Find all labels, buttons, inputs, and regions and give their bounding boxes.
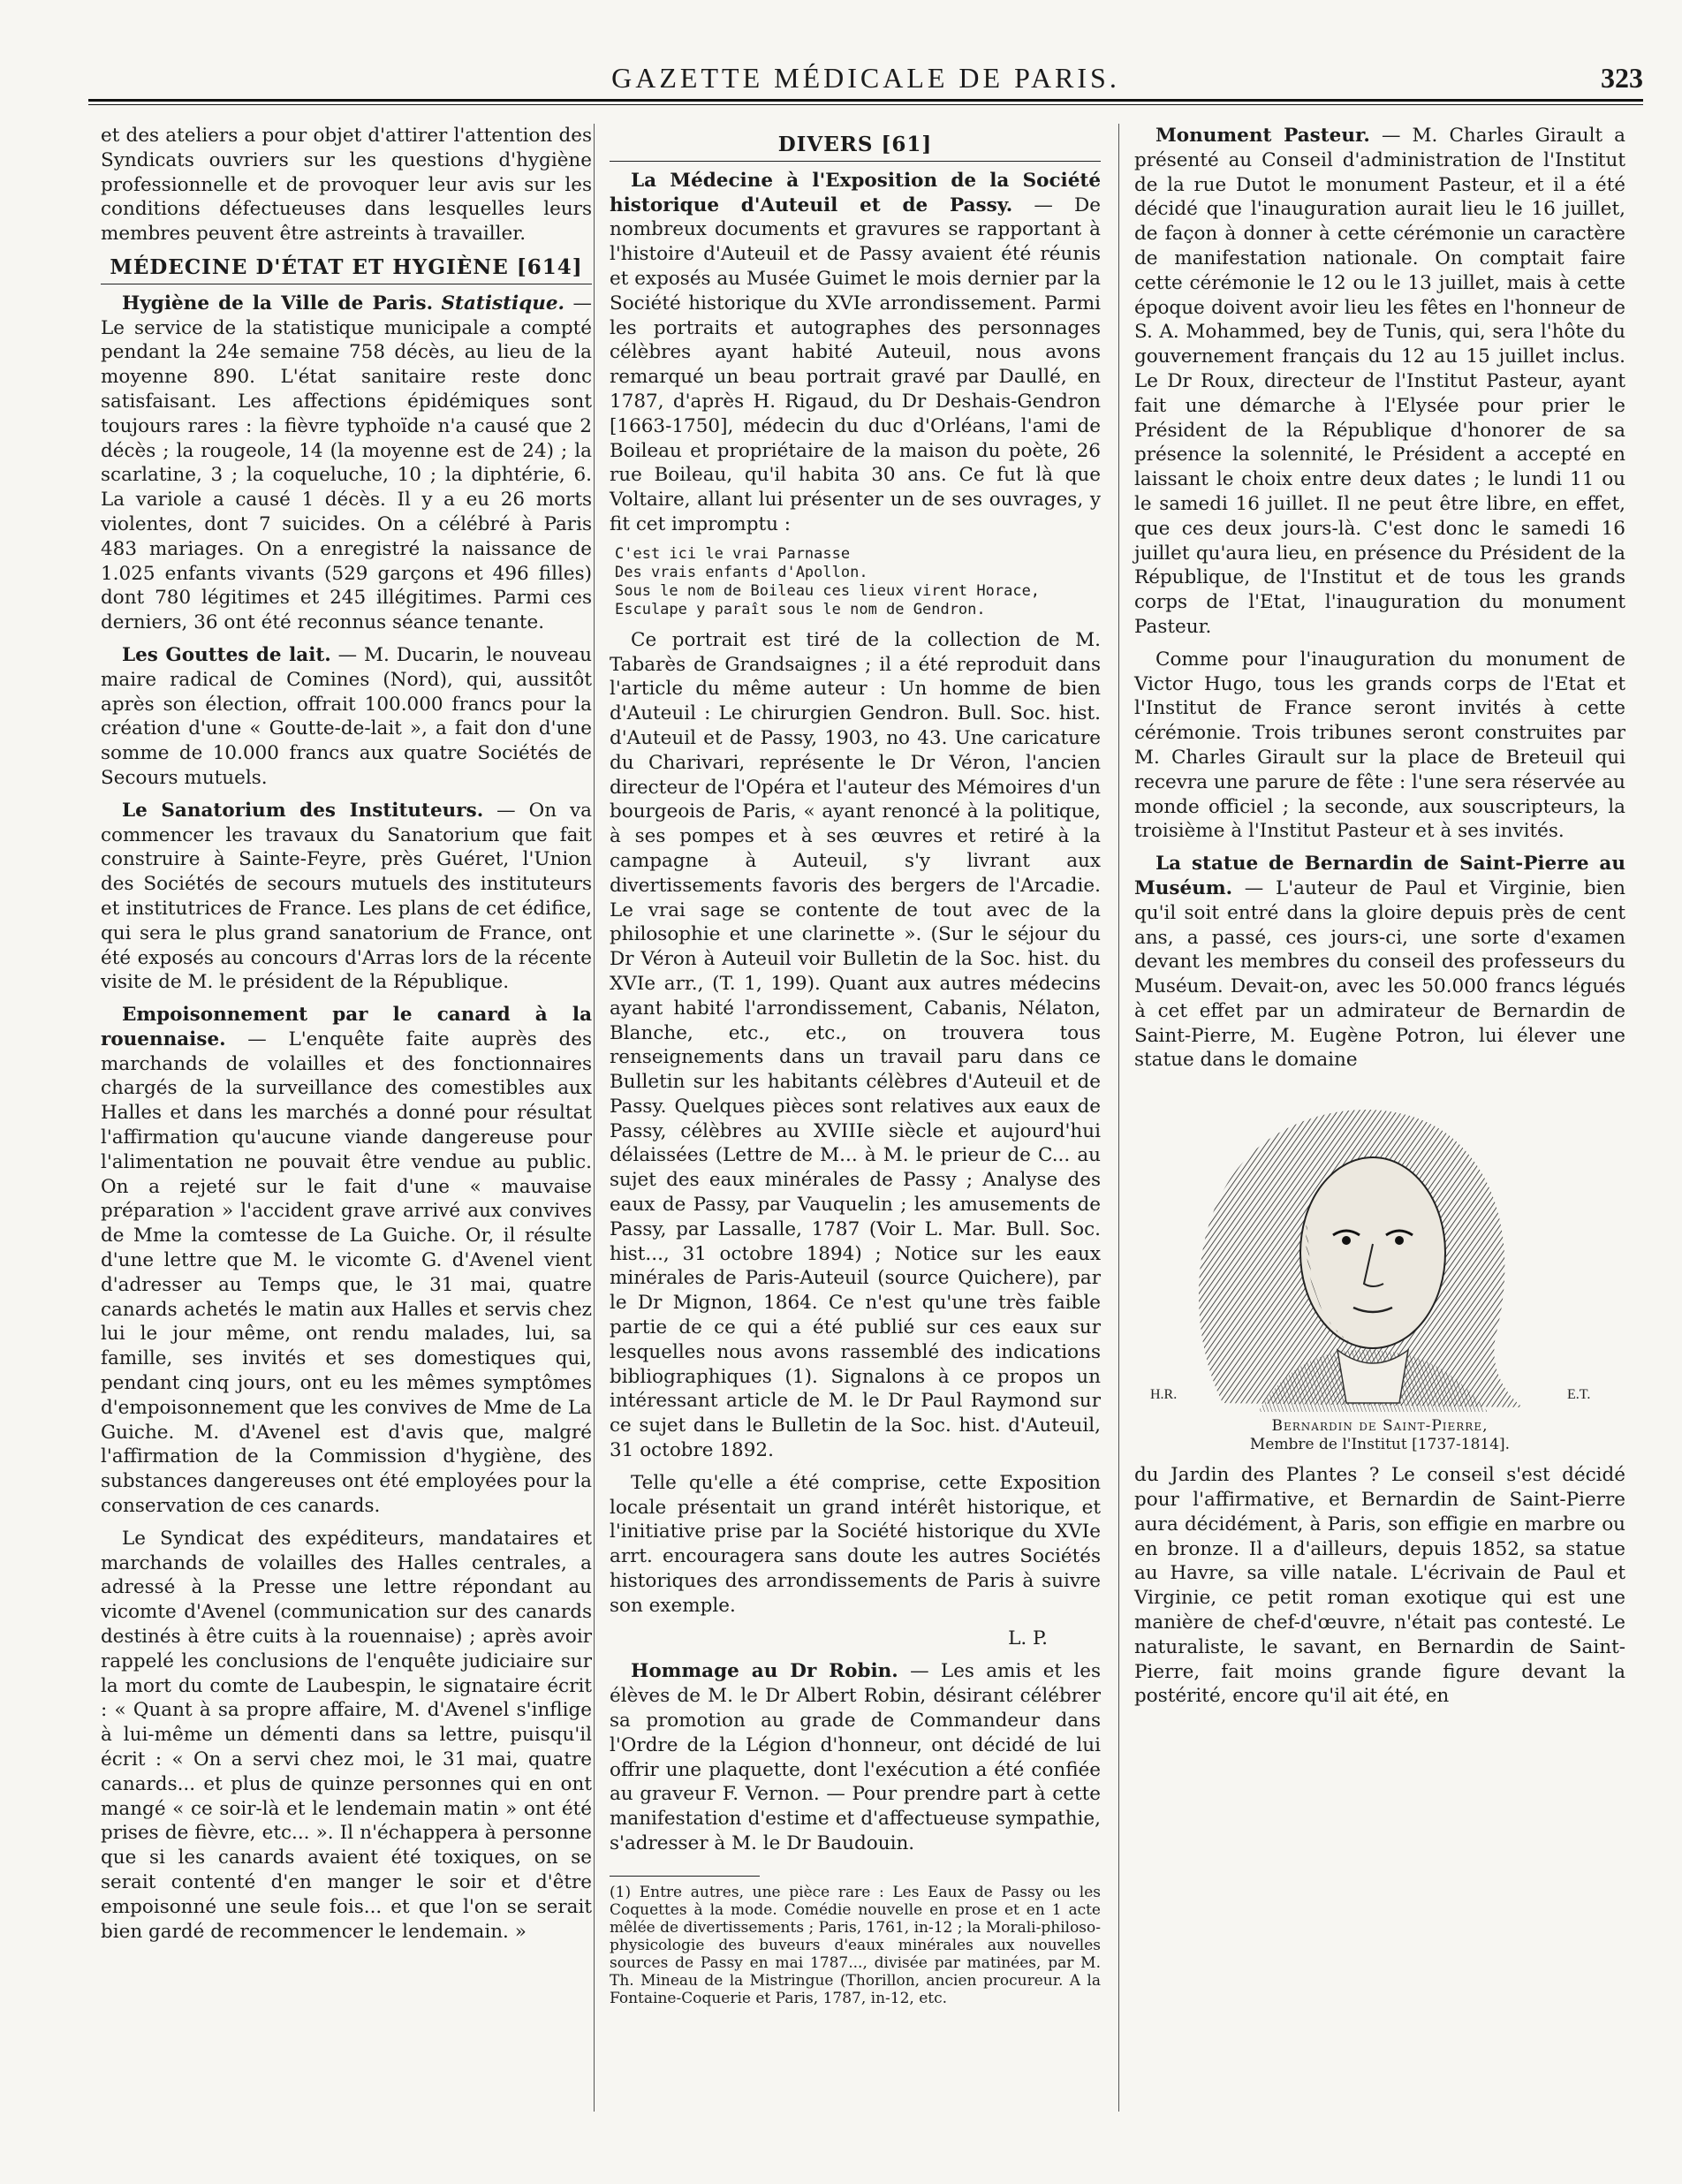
article-body: — Les amis et les élèves de M. le Dr Albert Robin, désirant célébrer sa promotion au grade de Commandeur dans l'Ordre de la Légion d'honneur, ont décidé de lui offrir une plaquette, dont l'exécution a été confiée au graveur F. Vernon. — Pour prendre part à cette manifestation d'estime et d'affectueuse sympathie, s'adresser à M. le Dr Baudouin. [610,1660,1102,1854]
column-separator [594,124,595,2112]
portrait-caption [1134,1417,1625,1454]
article-title: Empoisonnement par le canard à la rouennaise. [101,1004,592,1050]
article-empoisonnement [101,1003,592,1519]
svg-text:E.T.: E.T. [1567,1387,1591,1403]
article-pasteur [1134,124,1625,640]
article-robin [610,1659,1101,1855]
header-rule-thin [88,104,1643,105]
page-number: 323 [1601,62,1643,94]
article-title: Hommage au Dr Robin. [631,1660,898,1683]
article-body: — L'auteur de Paul et Virginie, bien qu'il soit entré dans la gloire depuis près de cent ans, a passé, ces jours-ci, une sorte d'examen devant les membres du conseil des professeurs du Muséum. Devait-on, avec les 50.000 francs légués à cet effet par un admirateur de Bernardin de Saint-Pierre, M. Eugène Potron, lui élever une statue dans le domaine [1134,876,1626,1072]
paragraph: Telle qu'elle a été comprise, cette Exposition locale présentait un grand intérêt historique, et l'initiative prise par la Société historique du XVIe arrt. encouragera sans doute les autres Sociétés historiques des arrondissements de Paris à suivre son exemple. [610,1471,1101,1617]
article-hygiene [101,292,592,635]
article-gouttes [101,643,592,791]
footnote: (1) Entre autres, une pièce rare : Les Eaux de Passy ou les Coquettes à la mode. Comédie nouvelle en prose et en 1 acte mêlée de divertissements ; Paris, 1761, in-12 ; la Morali-philoso-physicologie des buveurs d'eaux minérales aux nouvelles sources de Passy en mai 1787..., divisée par matinées, par M. Th. Mineau de la Mistringue (Thorillon, ancien procureur. A la Fontaine-Coquerie et Paris, 1787, in-12, etc. [610,1883,1102,2007]
header-rule [88,99,1643,102]
paragraph: Ce portrait est tiré de la collection de M. Tabarès de Grandsaignes ; il a été reproduit dans l'article du même auteur : Un homme de bien d'Auteuil : Le chirurgien Gendron. Bull. Soc. hist. d'Auteuil et de Passy, 1903, no 43. Une caricature du Charivari, représente le Dr Véron, l'ancien directeur de l'Opéra et l'auteur des Mémoires d'un bourgeois de Paris, « ayant renoncé à la politique, à ses pompes et à ses œuvres et retiré à la campagne à Auteuil, s'y livrant aux divertissements favoris des bergers de l'Arcadie. Le vrai sage se contente de tout avec de la philosophie et une clarinette ». (Sur le séjour du Dr Véron à Auteuil voir Bulletin de la Soc. hist. du XVIe arr., (T. 1, 199). Quant aux autres médecins ayant habité l'arrondissement, Cabanis, Nélaton, Blanche, etc., etc., on trouvera tous renseignements dans un travail paru dans ce Bulletin sur les habitants célèbres d'Auteuil et de Passy. Quelques pièces sont relatives aux eaux de Passy, célèbres au XVIIIe siècle et aujourd'hui délaissées (Lettre de M... à M. le prieur de C... au sujet des eaux minérales de Passy ; Analyse des eaux de Passy, par Vauquelin ; les amusements de Passy, par Lassalle, 1787 (Voir L. Mar. Bull. Soc. hist..., 31 octobre 1894) ; Notice sur les eaux minérales de Paris-Auteuil (source Quichere), par le Dr Mignon, 1864. Ce n'est qu'une très faible partie de ce qui a été publié sur ces eaux sur lesquelles nous avons rassemblé des indications bibliographiques (1). Signalons à ce propos un intéressant article de M. le Dr Paul Raymond sur ce sujet dans le Bulletin de la Soc. hist. d'Auteuil, 31 octobre 1892. [610,628,1101,1462]
portrait-engraving [1134,1085,1611,1412]
caption-desc: Membre de l'Institut [1737-1814]. [1249,1436,1511,1454]
article-sanatorium [101,799,592,995]
article-body: — L'enquête faite auprès des marchands de volailles et des fonctionnaires chargés de la surveillance des comestibles aux Halles et dans les marchés a donné pour résultat l'affirmation qu'aucune viande dangereuse pour l'alimentation ne pouvait être vendue au public. On a rejeté sur le fait d'une « mauvaise préparation » l'accident grave arrivé aux convives de Mme la comtesse de La Guiche. Or, il résulte d'une lettre que M. le vicomte G. d'Avenel vient d'adresser au Temps que, le 31 mai, quatre canards achetés le matin aux Halles et servis chez lui le jour même, ont rendu malades, lui, sa famille, ses invités et ses domestiques qui, pendant cinq jours, ont eu les mêmes symptômes d'empoisonnement que les convives de Mme de La Guiche. M. d'Avenel est d'avis que, malgré l'affirmation de la Commission d'hygiène, des substances dangereuses ont été employées pour la conservation de ces canards. [101,1028,592,1518]
paragraph: Le Syndicat des expéditeurs, mandataires et marchands de volailles des Halles centrales, a adressé à la Presse une lettre répondant au vicomte d'Avenel (communication sur des canards destinés à être cuits à la rouennaise) ; après avoir rappelé les conclusions de l'enquête judiciaire sur la mort du comte de Laubespin, le signataire écrit : « Quant à sa propre affaire, M. d'Avenel s'inflige à lui-même un démenti dans sa lettre, puisqu'il écrit : « On a servi chez moi, le 31 mai, quatre canards... et plus de quinze personnes qui en ont mangé « ce soir-là et le lendemain matin » ont été prises de fièvre, etc... ». Il n'échappera à personne que si les canards avaient été toxiques, on se serait contenté d'en manger le soir et d'être empoisonné une seule fois... et que l'on se serait bien gardé de recommencer le lendemain. » [101,1527,592,1943]
column-right [1134,124,1625,1717]
poem-line: Sous le nom de Boileau ces lieux virent Horace, [615,581,1041,600]
section-heading: MÉDECINE D'ÉTAT ET HYGIÈNE [614] [101,255,592,284]
article-bernardin [1134,852,1625,1073]
article-title: Monument Pasteur. [1155,125,1370,147]
article-title: La Médecine à l'Exposition de la Société historique d'Auteuil et de Passy. [610,169,1101,216]
article-title: Hygiène de la Ville de Paris. [122,292,434,315]
article-body: — M. Ducarin, le nouveau maire radical de Comines (Nord), qui, aussitôt après son élection, offrait 100.000 francs pour la création d'une « Goutte-de-lait », a fait don d'une somme de 10.000 francs aux quatre Sociétés de Secours mutuels. [101,643,592,789]
paragraph: et des ateliers a pour objet d'attirer l'attention des Syndicats ouvriers sur les questions d'hygiène professionnelle et de provoquer leur avis sur les conditions défectueuses dans lesquelles leurs membres peuvent être astreints à travailler. [101,125,592,246]
portrait-image [1134,1085,1611,1412]
column-left [101,124,592,1952]
article-body: — Le service de la statistique municipale a compté pendant la 24e semaine 758 décès, au lieu de la moyenne 890. L'état sanitaire reste donc satisfaisant. Les affections épidémiques sont toujours rares : la fièvre typhoïde n'a causé que 2 décès ; la rougeole, 14 (la moyenne est de 24) ; la scarlatine, 3 ; la coqueluche, 10 ; la diphtérie, 6. La variole a causé 1 décès. Il y a eu 26 morts violentes, dont 7 suicides. On a célébré à Paris 483 mariages. On a enregistré la naissance de 1.025 enfants vivants (529 garçons et 496 filles) dont 780 légitimes et 245 illégitimes. Parmi ces derniers, 36 ont été reconnus séance tenante. [101,292,592,634]
article-title: Les Gouttes de lait. [122,643,331,666]
footnote-rule [610,1876,760,1877]
article-body: — On va commencer les travaux du Sanatorium que fait construire à Sainte-Feyre, près Guéret, l'Union des Sociétés de secours mutuels des instituteurs et institutrices de France. Les plans de cet édifice, qui sera le plus grand sanatorium de France, ont été exposés au concours d'Arras lors de la récente visite de M. le président de la République. [101,799,592,994]
article-body: — De nombreux documents et gravures se rapportant à l'histoire d'Auteuil et de Passy avaient été réunis et exposés au Musée Guimet le mois dernier par la Société historique du XVIe arrondissement. Parmi les portraits et autographes des personnages célèbres ayant habité Auteuil, nous avons remarqué un beau portrait gravé par Daullé, en 1787, d'après H. Rigaud, du Dr Deshais-Gendron [1663-1750], médecin du duc d'Orléans, l'ami de Boileau et propriétaire de la maison du poète, 26 rue Boileau, qu'il habita 30 ans. Ce fut là que Voltaire, allant lui présenter un de ses ouvrages, y fit cet impromptu : [610,193,1101,535]
article-exposition [610,169,1101,537]
poem-line: Des vrais enfants d'Apollon. [615,563,868,581]
poem [615,545,1101,619]
column-middle [610,124,1101,2015]
paragraph: Comme pour l'inauguration du monument de Victor Hugo, tous les grands corps de l'Etat et l'Institut de France seront invités à cette cérémonie. Trois tribunes seront construites par M. Charles Girault sur la place de Breteuil qui recevra une parure de fête : l'une sera réservée au monde officiel ; la seconde, aux souscripteurs, la troisième à l'Institut Pasteur et à ses invités. [1134,648,1625,843]
poem-line: C'est ici le vrai Parnasse [615,544,851,563]
column-separator [1118,124,1119,2112]
article-body: — M. Charles Girault a présenté au Conseil d'administration de l'Institut de la rue Dutot le monument Pasteur, et il a été décidé que l'inauguration aurait lieu le 16 juillet, de façon à donner à cette cérémonie un caractère de manifestation nationale. On comptait faire cette cérémonie le 12 ou le 13 juillet, mais à cette époque doivent avoir lieu les fêtes en l'honneur de S. A. Mohammed, bey de Tunis, qui, sera l'hôte du gouvernement français du 12 au 15 juillet inclus. Le Dr Roux, directeur de l'Institut Pasteur, ayant fait une démarche à l'Elysée pour prier le Président de la République d'honorer de sa présence la solennité, le Président a accepté en laissant le choix entre deux dates ; le lundi 11 ou le samedi 16 juillet. Il ne peut être libre, en effet, que ces deux jours-là. C'est donc le samedi 16 juillet qu'aura lieu, en présence du Président de la République, de l'Institut et de tous les grands corps de l'Etat, l'inauguration du monument Pasteur. [1134,125,1625,638]
article-title: Le Sanatorium des Instituteurs. [122,799,484,822]
paragraph: du Jardin des Plantes ? Le conseil s'est décidé pour l'affirmative, et Bernardin de Saint-Pierre aura décidément, à Paris, son effigie en marbre ou en bronze. Il a d'ailleurs, depuis 1852, sa statue au Havre, sa ville natale. L'écrivain de Paul et Virginie, ce petit roman exotique qui est une manière de chef-d'œuvre, n'était pas contesté. Le naturaliste, le savant, en Bernardin de Saint-Pierre, fait moins grande figure devant la postérité, encore qu'il ait été, en [1134,1464,1625,1708]
section-heading: DIVERS [61] [610,133,1101,162]
signature: L. P. [1008,1627,1048,1649]
running-head [88,57,1643,101]
svg-text:H.R.: H.R. [1150,1387,1178,1403]
poem-line: Esculape y paraît sous le nom de Gendron. [615,600,986,618]
article-subtitle: Statistique. [441,292,565,315]
article-title: La statue de Bernardin de Saint-Pierre au Muséum. [1134,853,1625,899]
journal-title: GAZETTE MÉDICALE DE PARIS. [611,62,1120,94]
caption-name: Bernardin de Saint-Pierre, [1271,1417,1489,1436]
